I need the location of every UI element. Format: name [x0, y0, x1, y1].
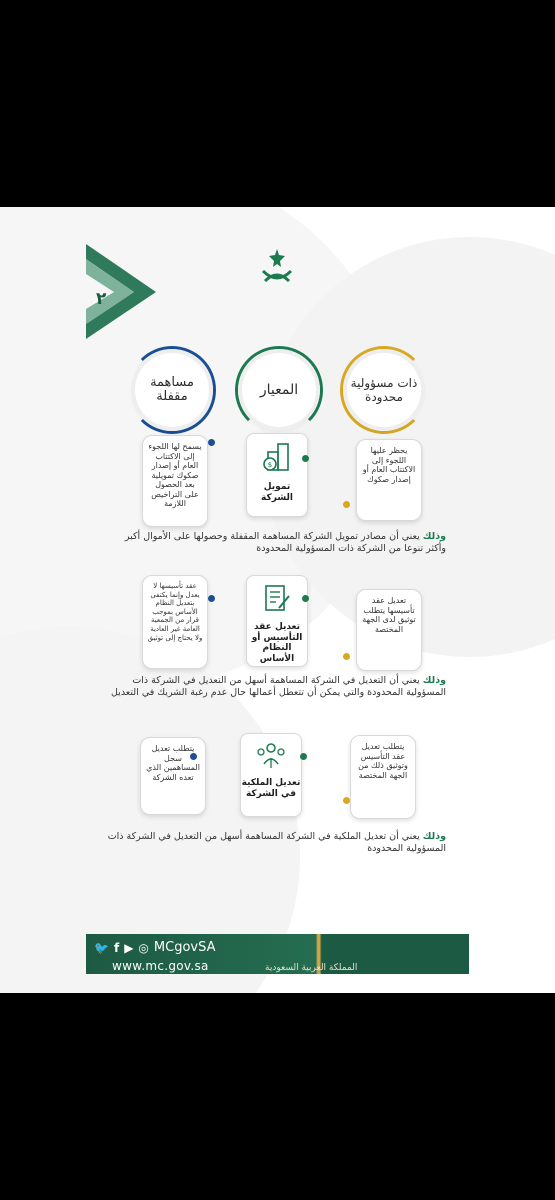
jsc-funding-text: يسمح لها اللجوء إلى الاكتتاب العام أو إصدار صكوك تمويلية بعد الحصول على التراخيص اللازمة [148, 442, 202, 508]
gold-dot [343, 797, 350, 804]
saudi-emblem-icon [257, 247, 297, 287]
money-buildings-icon [260, 440, 294, 474]
infographic-card [0, 207, 555, 993]
blue-dot [208, 439, 215, 446]
funding-criterion-box [246, 433, 308, 517]
note-ownership [106, 831, 446, 855]
llc-ownership-box [350, 735, 416, 819]
funding-criterion-label: تمويل الشركة [261, 482, 293, 503]
llc-ownership-text: يتطلب تعديل عقد التأسيس وتوثيق ذلك من الجهة المختصة [358, 742, 408, 780]
kingdom-label: المملكة العربية السعودية [265, 963, 358, 973]
llc-amendment-box [356, 589, 422, 671]
note-amendment-text: يعني أن التعديل في الشركة المساهمة أسهل من التعديل في الشركة ذات المسؤولية المحدودة والتي يمكن أن تتعطل أعمالها حال عدم رغبة الشريك في التعديل [110, 675, 446, 698]
ownership-criterion-label: تعديل الملكية في الشركة [241, 778, 301, 799]
ownership-criterion-box [240, 733, 302, 817]
llc-funding-text: يحظر عليها اللجوء إلى الاكتتاب العام أو إصدار صكوك [362, 446, 416, 484]
green-dot [300, 753, 307, 760]
document-edit-icon [261, 582, 293, 614]
gold-dot [343, 653, 350, 660]
website-url[interactable]: www.mc.gov.sa [112, 959, 209, 973]
facebook-icon[interactable]: f [113, 940, 120, 955]
note-ownership-text: يعني أن تعديل الملكية في الشركة المساهمة أسهل من التعديل في الشركة ذات المسؤولية المحدودة [107, 831, 446, 854]
ownership-people-icon [255, 740, 287, 770]
amendment-criterion-box [246, 575, 308, 667]
note-lead: وذلك [422, 531, 446, 542]
jsc-ownership-text: يتطلب تعديل سجل المساهمين الذي تعده الشركة [146, 744, 200, 782]
note-lead: وذلك [422, 675, 446, 686]
jsc-funding-box [142, 435, 208, 527]
circle-llc-label: ذات مسؤولية محدودة [350, 376, 418, 404]
twitter-icon[interactable]: 🐦 [94, 940, 109, 955]
page-number: ٢ [96, 289, 107, 309]
llc-funding-box [356, 439, 422, 521]
circle-closed-jsc [135, 353, 209, 427]
social-handle: MCgovSA [153, 940, 216, 955]
jsc-ownership-box [140, 737, 206, 815]
circle-llc [347, 353, 421, 427]
gold-dot [343, 501, 350, 508]
blue-dot [208, 595, 215, 602]
note-lead: وذلك [422, 831, 446, 842]
social-links [94, 940, 216, 955]
note-funding [106, 531, 446, 555]
circle-criterion [242, 353, 316, 427]
blue-dot [190, 753, 197, 760]
green-dot [302, 595, 309, 602]
youtube-icon[interactable]: ▶ [124, 940, 134, 955]
note-funding-text: يعني أن مصادر تمويل الشركة المساهمة المقفلة وحصولها على الأموال أكبر وأكثر تنوعا من الشركة ذات المسؤولية المحدودة [124, 531, 446, 554]
instagram-icon[interactable]: ◎ [138, 940, 149, 955]
circle-closed-jsc-label: مساهمة مقفلة [150, 375, 194, 404]
jsc-amendment-text: عقد تأسيسها لا يعدل وإنما يكتفى بتعديل النظام الأساس بموجب قرار من الجمعية العامة غير العادية ولا يحتاج إلى توثيق [147, 582, 203, 642]
svg-text:$: $ [267, 461, 273, 469]
note-amendment [106, 675, 446, 699]
green-dot [302, 455, 309, 462]
circle-criterion-label: المعيار [259, 382, 299, 398]
llc-amendment-text: تعديل عقد تأسيسها يتطلب توثيق لدى الجهة المختصة [362, 596, 416, 634]
jsc-amendment-box [142, 575, 208, 669]
amendment-criterion-label: تعديل عقد التأسيس أو النظام الأساس [251, 622, 303, 664]
